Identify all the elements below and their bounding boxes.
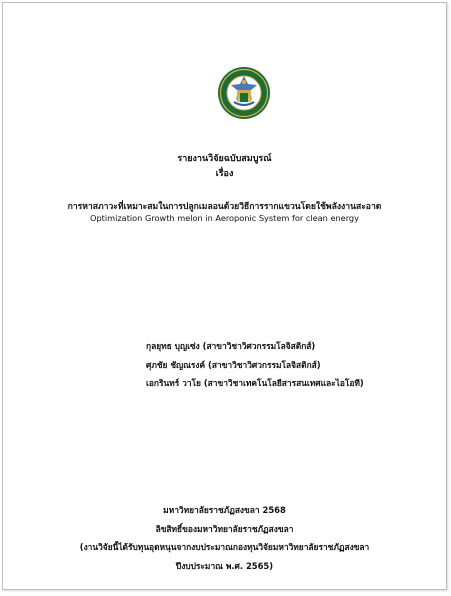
title-thai: การหาสภาวะที่เหมาะสมในการปลูกเมลอนด้วยวิธีการรากแขวนโดยใช้พลังงานสะอาด — [67, 202, 382, 212]
university-seal-icon — [217, 66, 271, 120]
author-line: กุลยุทธ บุญเซ่ง (สาขาวิชาวิศวกรรมโลจิสติกส์) — [146, 341, 316, 351]
report-cover-page — [2, 2, 447, 590]
footer-line: มหาวิทยาลัยราชภัฏสงขลา 2568 — [163, 505, 286, 515]
author-line: เอกรินทร์ วาโย (สาขาวิชาเทคโนโลยีสารสนเทศและไอโอที) — [146, 378, 364, 388]
footer-line: (งานวิจัยนี้ได้รับทุนอุดหนุนจากงบประมาณกองทุนวิจัยมหาวิทยาลัยราชภัฏสงขลา — [79, 542, 370, 552]
title-english: Optimization Growth melon in Aeroponic System for clean energy — [90, 213, 359, 223]
footer-line: ปีงบประมาณ พ.ศ. 2565) — [175, 560, 274, 571]
author-list — [146, 337, 364, 393]
author-line: ศุภชัย ชัญณรงค์ (สาขาวิชาวิศวกรรมโลจิสติกส์) — [146, 359, 321, 370]
publication-footer — [3, 501, 446, 575]
subject-label: เรื่อง — [215, 169, 234, 179]
footer-line: ลิขสิทธิ์ของมหาวิทยาลัยราชภัฏสงขลา — [155, 523, 294, 534]
report-type-heading: รายงานวิจัยฉบับสมบูรณ์ — [177, 154, 272, 164]
